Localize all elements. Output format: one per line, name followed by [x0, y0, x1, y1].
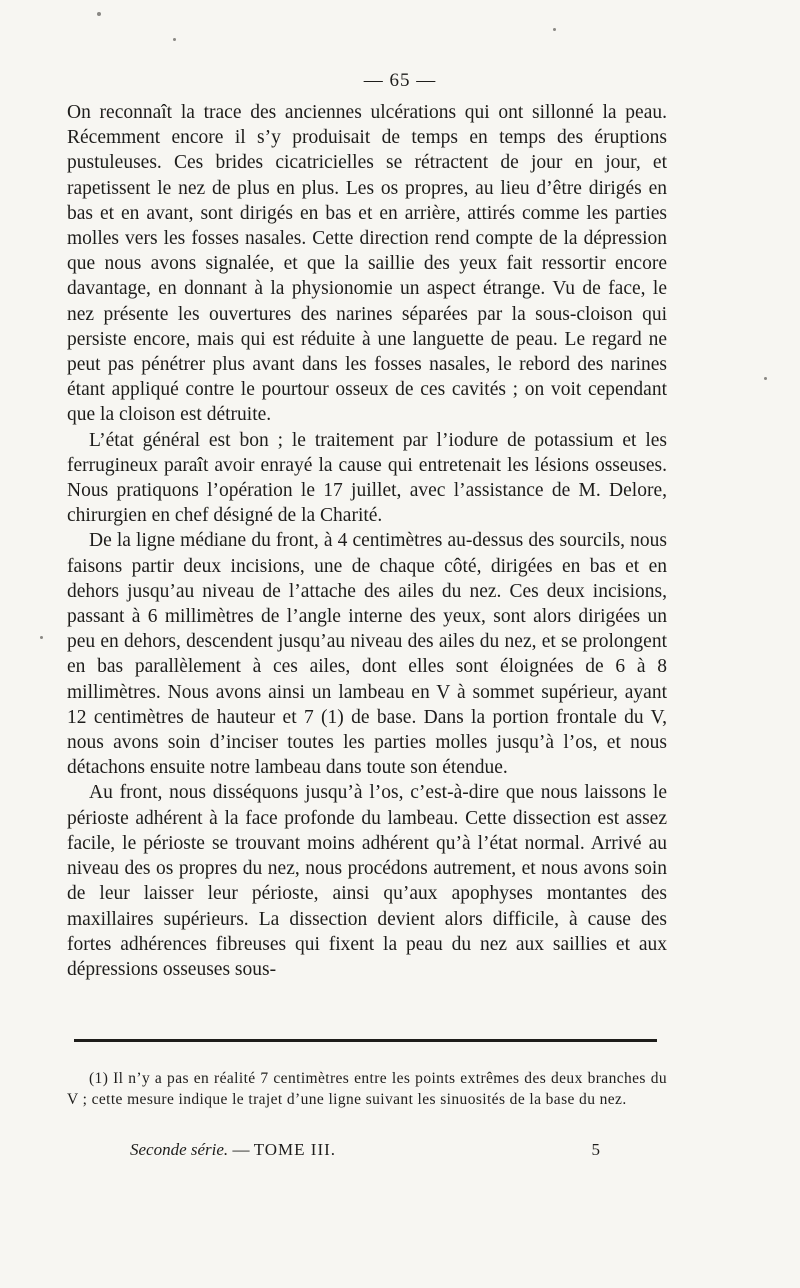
signature-separator: — — [232, 1140, 250, 1159]
paragraph-general-state: L’état général est bon ; le traitement par l’iodure de potassium et les ferrugineux paraît avoir enrayé la cause qui entretenait les lésions osseuses. Nous pratiquons l’opération le 17 juillet, avec l’assistance de M. Delore, chirurgien en chef désigné de la Charité. — [67, 429, 667, 527]
paper-speck — [764, 377, 767, 380]
paper-speck — [553, 28, 556, 31]
page-number: — 65 — — [363, 70, 437, 91]
tome-label: TOME III. — [253, 1140, 337, 1159]
footnote — [67, 1068, 667, 1110]
paper-speck — [97, 12, 101, 16]
printer-signature — [130, 1140, 600, 1160]
series-label: Seconde série. — [130, 1140, 229, 1159]
paper-speck — [173, 38, 176, 41]
paragraph-continuation: On reconnaît la trace des anciennes ulcérations qui ont sillonné la peau. Récemment encore il s’y produisait de temps en temps des éruptions pustuleuses. Ces brides cicatricielles se rétractent de jour en jour, et rapetissent le nez de plus en plus. Les os propres, au lieu d’être dirigés en bas et en avant, sont dirigés en bas et en arrière, attirés comme les parties molles vers les fosses nasales. Cette direction rend compte de la dépression que nous avons signalée, et que la saillie des yeux fait ressortir encore davantage, en donnant à la physionomie un aspect étrange. Vu de face, le nez présente les ouvertures des narines séparées par la sous-cloison qui persiste encore, mais qui est réduite à une languette de peau. Le regard ne peut pas pénétrer plus avant dans les fosses nasales, le rebord des narines étant appliqué contre le pourtour osseux de ces cavités ; on voit cependant que la cloison est détruite. — [67, 102, 667, 426]
footnote-rule — [74, 1039, 657, 1042]
paper-speck — [40, 636, 43, 639]
sheet-number: 5 — [591, 1140, 600, 1159]
signature-series-line — [130, 1140, 336, 1160]
paragraph-dissection: Au front, nous disséquons jusqu’à l’os, c’est-à-dire que nous laissons le périoste adhérent à la face profonde du lambeau. Cette dissection est assez facile, le périoste se trouvant moins adhérent qu’à l’état normal. Arrivé au niveau des os propres du nez, nous procédons autrement, et nous avons soin de leur laisser leur périoste, ainsi qu’aux apophyses montantes des maxillaires supérieurs. La dissection devient alors difficile, à cause des fortes adhérences fibreuses qui fixent la peau du nez aux saillies et aux dépressions osseuses sous- — [67, 782, 667, 980]
body-text — [67, 100, 667, 982]
footnote-text: (1) Il n’y a pas en réalité 7 centimètres entre les points extrêmes des deux branches du V ; cette mesure indique le trajet d’une ligne suivant les sinuosités de la base du nez. — [67, 1070, 667, 1108]
paragraph-incisions: De la ligne médiane du front, à 4 centimètres au-dessus des sourcils, nous faisons partir deux incisions, une de chaque côté, dirigées en bas et en dehors jusqu’au niveau de l’attache des ailes du nez. Ces deux incisions, passant à 6 millimètres de l’angle interne des yeux, sont alors dirigées un peu en dehors, descendent jusqu’au niveau des ailes du nez, et se prolongent en bas parallèlement à ces ailes, dont elles sont éloignées de 6 à 8 millimètres. Nous avons ainsi un lambeau en V à sommet supérieur, ayant 12 centimètres de hauteur et 7 (1) de base. Dans la portion frontale du V, nous avons soin d’inciser toutes les parties molles jusqu’à l’os, et nous détachons ensuite notre lambeau dans toute son étendue. — [67, 530, 667, 779]
